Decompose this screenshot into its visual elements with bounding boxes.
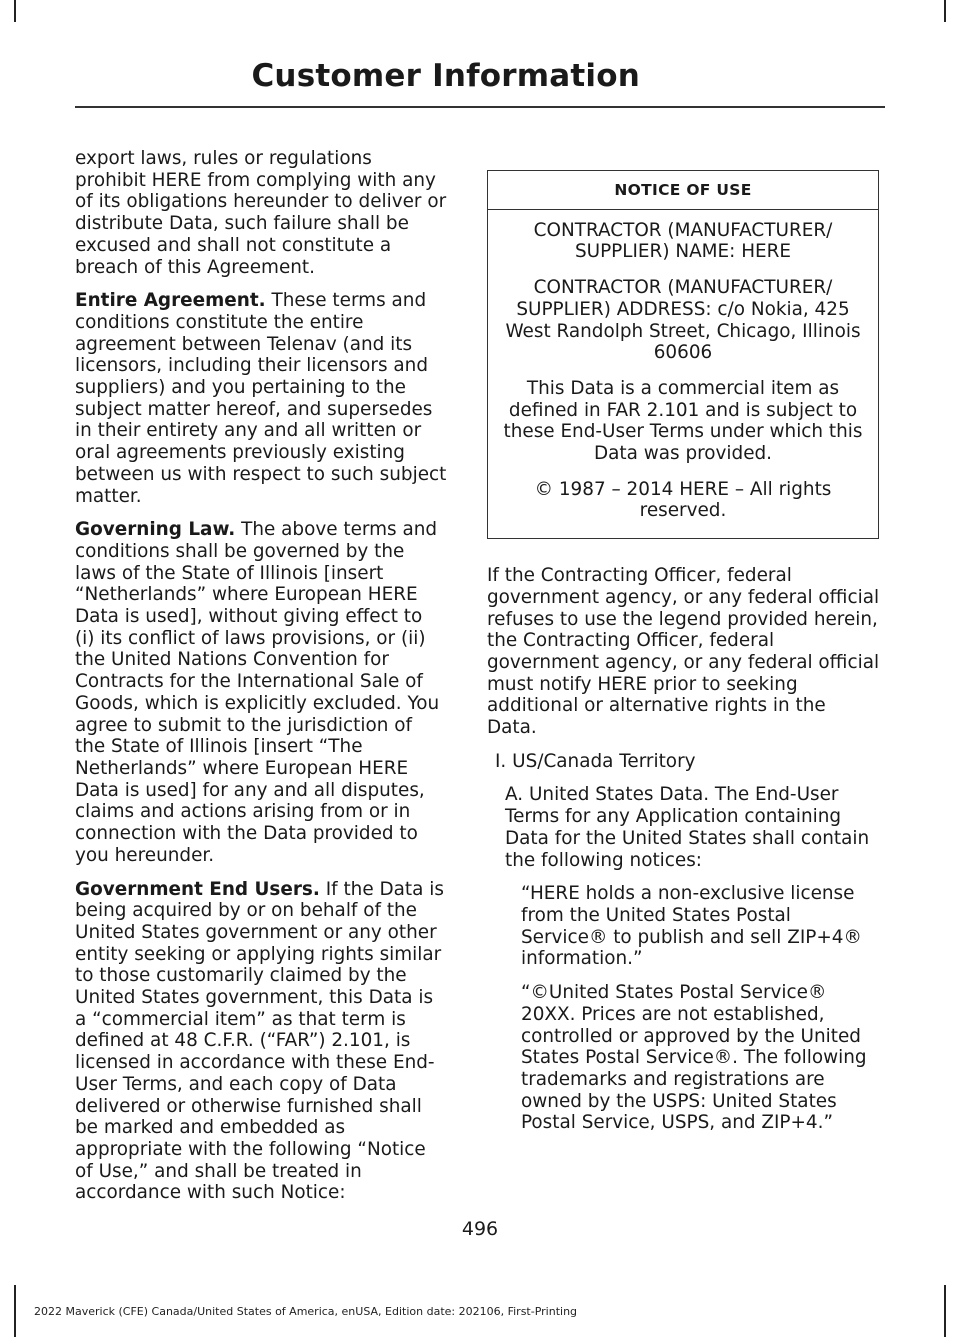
section-text: The above terms and conditions shall be governed by the laws of the State of Illinois [insert “Netherlands” where European HERE Data is used], without giving effect to (i) its conflict of laws provisions, or (ii) the United Nations Convention for Contracts for the International Sale of Goods, which is explicitly excluded. You agree to submit to the jurisdiction of the State of Illinois [insert “The Netherlands” where European HERE Data is used] for any and all disputes, claims and actions arising from or in connection with the Data provided to you hereunder.: [75, 519, 440, 866]
quote-usps-trademarks: “©United States Postal Service® 20XX. Prices are not established, controlled or approved by the United States Postal Service®. The following trademarks and registrations are owned by the USPS: United States Postal Service, USPS, and ZIP+4.”: [521, 982, 867, 1134]
paragraph: export laws, rules or regulations prohibit HERE from complying with any of its obligations hereunder to deliver or distribute Data, such failure shall be excused and shall not constitute a breach of this Agreement.: [75, 148, 447, 278]
notice-of-use-box: [487, 170, 879, 539]
paragraph: If the Contracting Officer, federal government agency, or any federal official refuses to use the legend provided herein, the Contracting Officer, federal government agency, or any federal official must notify HERE prior to seeking additional or alternative rights in the Data.: [487, 565, 880, 739]
page-number: 496: [461, 1218, 499, 1240]
paragraph-government-end-users: [75, 879, 447, 1205]
section-text: If the Data is being acquired by or on behalf of the United States government or any other entity seeking or applying rights similar to those customarily claimed by the United States government, this Data is a “commercial item” as that term is defined at 48 C.F.R. (“FAR”) 2.101, is licensed in accordance with these End-User Terms, and each copy of Data delivered or otherwise furnished shall be marked and embedded as appropriate with the following “Notice of Use,” and shall be treated in accordance with such Notice:: [75, 878, 444, 1204]
notice-body: [488, 210, 878, 538]
notice-copyright: © 1987 – 2014 HERE – All rights reserved.: [534, 478, 832, 522]
footer-edition: 2022 Maverick (CFE) Canada/United States of America, enUSA, Edition date: 202106, First-Printing: [34, 1305, 578, 1318]
list-item-us-data: A. United States Data. The End-User Terms for any Application containing Data for the United States shall contain the following notices:: [505, 784, 870, 871]
section-text: These terms and conditions constitute the entire agreement between Telenav (and its licensors, including their licensors and suppliers) and you pertaining to the subject matter hereof, and supersedes in their entirety any and all written or oral agreements previously existing between us with respect to such subject matter.: [75, 290, 447, 507]
paragraph-entire-agreement: [75, 290, 447, 507]
quote-zip4-license: “HERE holds a non-exclusive license from the United States Postal Service® to publish and sell ZIP+4® information.”: [521, 883, 862, 970]
crop-mark: [944, 1285, 946, 1337]
notice-contractor-name: CONTRACTOR (MANUFACTURER/ SUPPLIER) NAME: HERE: [533, 219, 833, 263]
section-heading: Government End Users.: [75, 878, 320, 900]
header-divider: [75, 106, 885, 108]
section-heading: Entire Agreement.: [75, 290, 266, 312]
right-column: [487, 148, 881, 1146]
crop-mark: [944, 0, 946, 22]
list-item-territory: I. US/Canada Territory: [495, 750, 696, 772]
crop-mark: [14, 1285, 16, 1337]
page-title: Customer Information: [251, 58, 640, 94]
left-column: [75, 148, 447, 1216]
crop-mark: [14, 0, 16, 22]
paragraph-governing-law: [75, 519, 447, 866]
notice-title: NOTICE OF USE: [488, 171, 878, 210]
section-heading: Governing Law.: [75, 519, 236, 541]
notice-commercial-item: This Data is a commercial item as defined in FAR 2.101 and is subject to these End-User Terms under which this Data was provided.: [503, 377, 863, 465]
notice-contractor-address: CONTRACTOR (MANUFACTURER/ SUPPLIER) ADDRESS: c/o Nokia, 425 West Randolph Street, Chicago, Illinois 60606: [505, 277, 861, 364]
